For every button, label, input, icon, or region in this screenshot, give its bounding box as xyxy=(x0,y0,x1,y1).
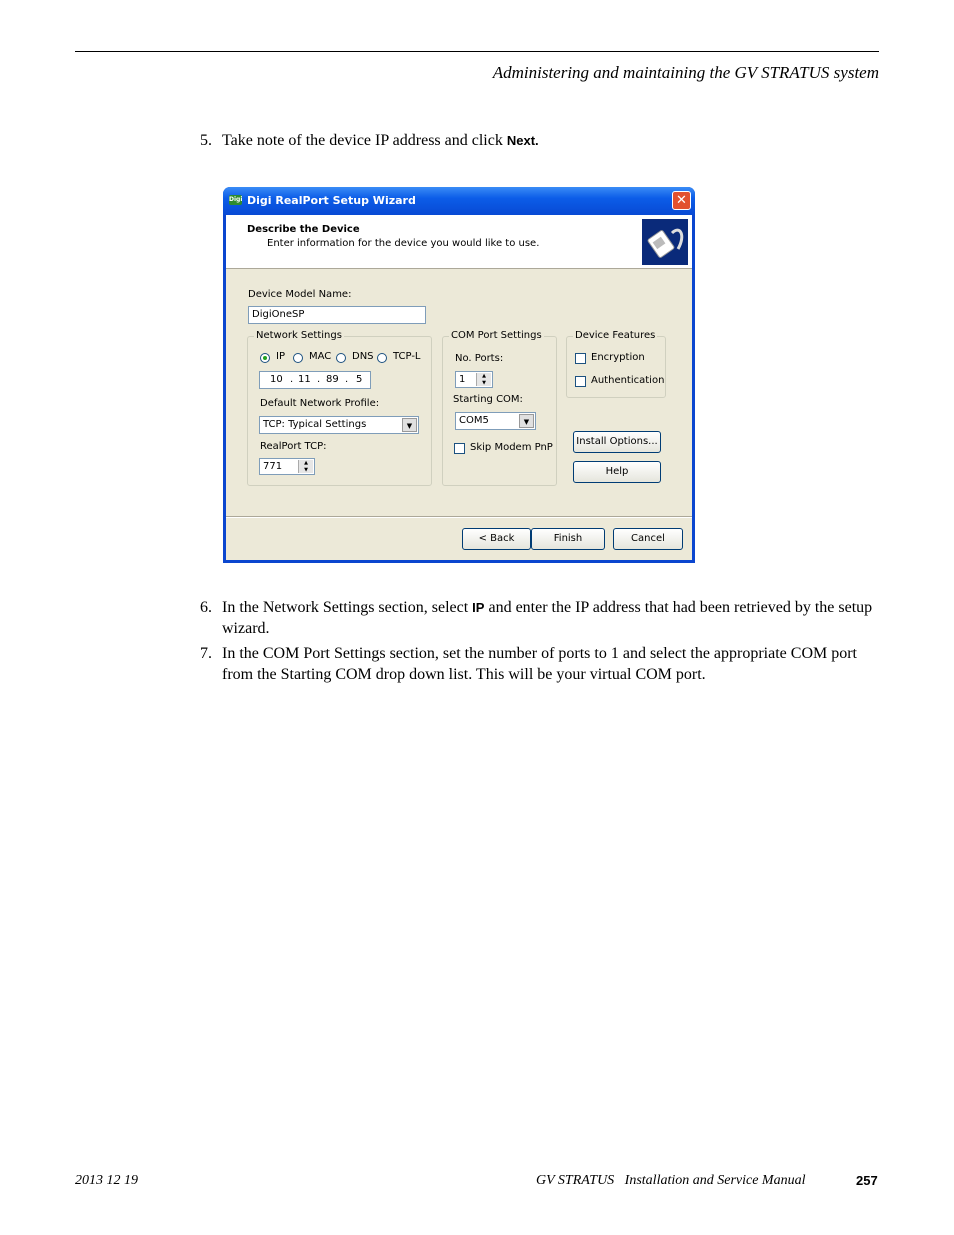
title-bar[interactable] xyxy=(223,187,695,215)
step-text-before: In the Network Settings section, select xyxy=(222,599,473,616)
step-text-before: Take note of the device IP address and click xyxy=(222,132,507,149)
radio-ip[interactable] xyxy=(260,353,270,363)
device-features-label: Device Features xyxy=(575,330,656,341)
radio-tcpl-label: TCP-L xyxy=(393,351,421,362)
help-button[interactable]: Help xyxy=(573,461,661,483)
com-port-settings-label: COM Port Settings xyxy=(451,330,542,341)
authentication-checkbox[interactable] xyxy=(575,376,586,387)
dropdown-arrow-icon[interactable]: ▼ xyxy=(519,414,534,428)
network-settings-label: Network Settings xyxy=(256,330,342,341)
dialog-client-area xyxy=(226,215,692,560)
network-profile-value: TCP: Typical Settings xyxy=(263,419,367,430)
close-button[interactable]: ✕ xyxy=(672,191,691,210)
network-profile-select[interactable] xyxy=(259,416,419,434)
footer-manual-title: GV STRATUS Installation and Service Manual xyxy=(536,1173,806,1188)
back-button[interactable]: < Back xyxy=(462,528,531,550)
no-ports-label: No. Ports: xyxy=(455,353,504,364)
realport-tcp-label: RealPort TCP: xyxy=(260,441,327,452)
banner-subtitle: Enter information for the device you would like to use. xyxy=(267,238,540,249)
cancel-button[interactable]: Cancel xyxy=(613,528,683,550)
ip-dot: . xyxy=(317,374,321,385)
radio-dns[interactable] xyxy=(336,353,346,363)
encryption-checkbox[interactable] xyxy=(575,353,586,364)
spin-up-icon[interactable]: ▲ xyxy=(482,373,486,379)
radio-ip-label: IP xyxy=(276,351,285,362)
ip-dot: . xyxy=(290,374,294,385)
ip-dot: . xyxy=(345,374,349,385)
device-model-input[interactable]: DigiOneSP xyxy=(248,306,426,324)
ip-address-input[interactable] xyxy=(259,371,371,389)
realport-tcp-value: 771 xyxy=(263,461,283,472)
step-text: In the COM Port Settings section, set the number of ports to 1 and select the appropriate COM port from the Starting COM drop down list. This will be your virtual COM port. xyxy=(222,645,857,683)
ip-octet-4: 5 xyxy=(356,374,363,385)
ip-octet-1: 10 xyxy=(270,374,283,385)
dropdown-arrow-icon[interactable]: ▼ xyxy=(402,418,417,432)
device-model-label: Device Model Name: xyxy=(248,289,352,300)
radio-mac[interactable] xyxy=(293,353,303,363)
network-plug-icon xyxy=(642,219,688,265)
step-text xyxy=(222,597,880,639)
step-text-after: and enter the IP address that had been retrieved by the setup wizard. xyxy=(222,599,873,637)
starting-com-label: Starting COM: xyxy=(453,394,523,405)
footer-date: 2013 12 19 xyxy=(75,1173,138,1188)
wizard-banner xyxy=(226,215,692,269)
header-rule xyxy=(75,51,879,52)
radio-dns-label: DNS xyxy=(352,351,374,362)
no-ports-value: 1 xyxy=(459,374,466,385)
install-options-button[interactable]: Install Options... xyxy=(573,431,661,453)
ui-word-next: Next. xyxy=(506,133,539,148)
radio-tcpl[interactable] xyxy=(377,353,387,363)
skip-modem-pnp-label: Skip Modem PnP xyxy=(470,442,553,453)
finish-button[interactable]: Finish xyxy=(531,528,605,550)
dialog-title: Digi RealPort Setup Wizard xyxy=(247,194,416,207)
banner-title: Describe the Device xyxy=(247,224,360,235)
ui-word-ip: IP xyxy=(472,600,485,615)
step-number: 6. xyxy=(200,599,212,616)
setup-wizard-dialog xyxy=(223,187,695,563)
spin-down-icon[interactable]: ▼ xyxy=(304,467,308,473)
step-number: 5. xyxy=(200,132,212,149)
spin-up-icon[interactable]: ▲ xyxy=(304,460,308,466)
radio-mac-label: MAC xyxy=(309,351,332,362)
button-separator xyxy=(226,516,692,518)
starting-com-value: COM5 xyxy=(459,415,489,426)
realport-tcp-spinner[interactable] xyxy=(259,458,315,475)
running-header: Administering and maintaining the GV STRATUS system xyxy=(492,63,879,82)
authentication-label: Authentication xyxy=(591,375,665,386)
device-features-group xyxy=(566,330,666,398)
skip-modem-pnp-checkbox[interactable] xyxy=(454,443,465,454)
spinner-arrows-icon[interactable] xyxy=(298,460,313,473)
network-profile-label: Default Network Profile: xyxy=(260,398,380,409)
page-number: 257 xyxy=(856,1173,878,1188)
com-port-settings-group xyxy=(442,330,557,486)
encryption-label: Encryption xyxy=(591,352,645,363)
step-number: 7. xyxy=(200,645,212,662)
step-text xyxy=(222,130,880,151)
network-settings-group xyxy=(247,330,432,486)
spin-down-icon[interactable]: ▼ xyxy=(482,380,486,386)
ip-octet-3: 89 xyxy=(326,374,339,385)
spinner-arrows-icon[interactable] xyxy=(476,373,491,386)
digi-app-icon: Digi xyxy=(229,196,243,203)
ip-octet-2: 11 xyxy=(298,374,311,385)
no-ports-spinner[interactable] xyxy=(455,371,493,388)
starting-com-select[interactable] xyxy=(455,412,536,430)
